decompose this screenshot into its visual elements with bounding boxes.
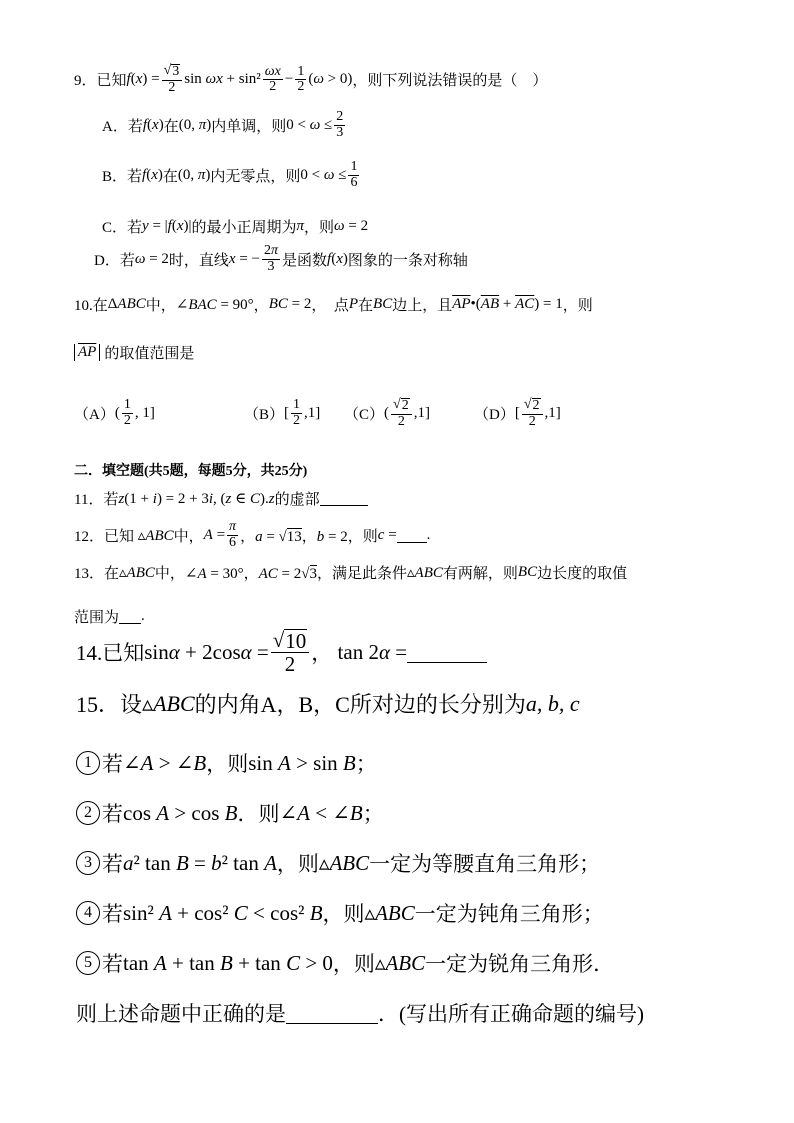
q12: 12．已知 ▵ABC 中， A = $\frac{\pi}{6}$ ，a = √13，b = 2 ，则 c = . — [74, 519, 431, 550]
q15-proposition-3: 3 若 a² tan B = b² tan A ，则 ▵ABC 一定为等腰直角三角形； — [76, 848, 600, 878]
q13-line2: 范围为 . — [74, 608, 145, 626]
q11: 11．若 z(1 + i) = 2 + 3i, (z ∈ C).z 的虚部 — [74, 488, 368, 509]
q9-stem: 9．已知 f(x) = √ 3 2 sin ωx + sin² $\frac{\omega x}{2}$ − $\frac{1}{2}$ (ω > 0) ，则下列说法错误的是（ ） — [74, 63, 548, 95]
section-heading: 二．填空题(共5题，每题5分，共25分) — [74, 464, 308, 479]
q15-answer-blank[interactable] — [286, 1003, 378, 1024]
q10-option-b: （B） [ $\frac{1}{2}$ ,1] — [244, 397, 321, 428]
q10-question: $\overline{AP}$ 的取值范围是 — [74, 342, 194, 363]
q10-option-a: （A） ( $\frac{1}{2}$ , 1] — [74, 397, 155, 428]
q9-option-b: B．若 f(x) 在 (0, π) 内无零点，则 0 < ω ≤ $\frac{1}{6}$ — [102, 159, 358, 190]
q14: 14.已知 sinα + 2cosα = √ 10 2 ， tan 2α = — [76, 620, 487, 684]
q15-final: 则上述命题中正确的是 ．(写出所有正确命题的编号) — [76, 1002, 644, 1026]
q14-answer-blank[interactable] — [407, 642, 487, 663]
q15-proposition-1: 1 若 ∠A > ∠B ，则 sin A > sin B ； — [76, 748, 377, 778]
q9-option-a: A．若 f(x) 在 (0, π) 内单调，则 0 < ω ≤ $\frac{2}{3}$ — [102, 109, 344, 140]
q13: 13．在 ▵ABC 中， ∠A = 30°，AC = 2√3 ，满足此条件 ▵ABC 有两解，则 BC 边长度的取值 — [74, 564, 628, 582]
q10-option-d: （D） [ √ 2 2 ,1] — [474, 397, 561, 429]
q15-proposition-5: 5 若 tan A + tan B + tan C > 0 ，则 ▵ABC 一定为锐角三角形． — [76, 948, 614, 978]
q9-option-d: D．若 ω = 2 时，直线 x = − $\frac{2\pi}{3}$ 是函数 f(x) 图象的一条对称轴 — [94, 243, 468, 274]
q11-answer-blank[interactable] — [320, 491, 368, 506]
q15-stem: 15．设 ▵ABC 的内角A，B，C所对边的长分别为 a, b, c — [76, 690, 580, 717]
q15-proposition-2: 2 若 cos A > cos B ．则 ∠A < ∠B ； — [76, 798, 384, 828]
q15-proposition-4: 4 若 sin² A + cos² C < cos² B ，则 ▵ABC 一定为钝角三角形； — [76, 898, 604, 928]
q12-answer-blank[interactable] — [397, 528, 427, 543]
q9-option-c: C．若 y = |f(x)| 的最小正周期为 π ，则 ω = 2 — [102, 218, 369, 236]
q10-option-c: （C） ( √ 2 2 ,1] — [344, 397, 430, 429]
q10-stem: 10.在 ΔABC 中， ∠BAC = 90° ， BC = 2 ， 点 P 在 BC 边上，且 $\overline{AP}•(\overline{AB} + \overline{AC}) = 1$ ，则 — [74, 296, 593, 314]
